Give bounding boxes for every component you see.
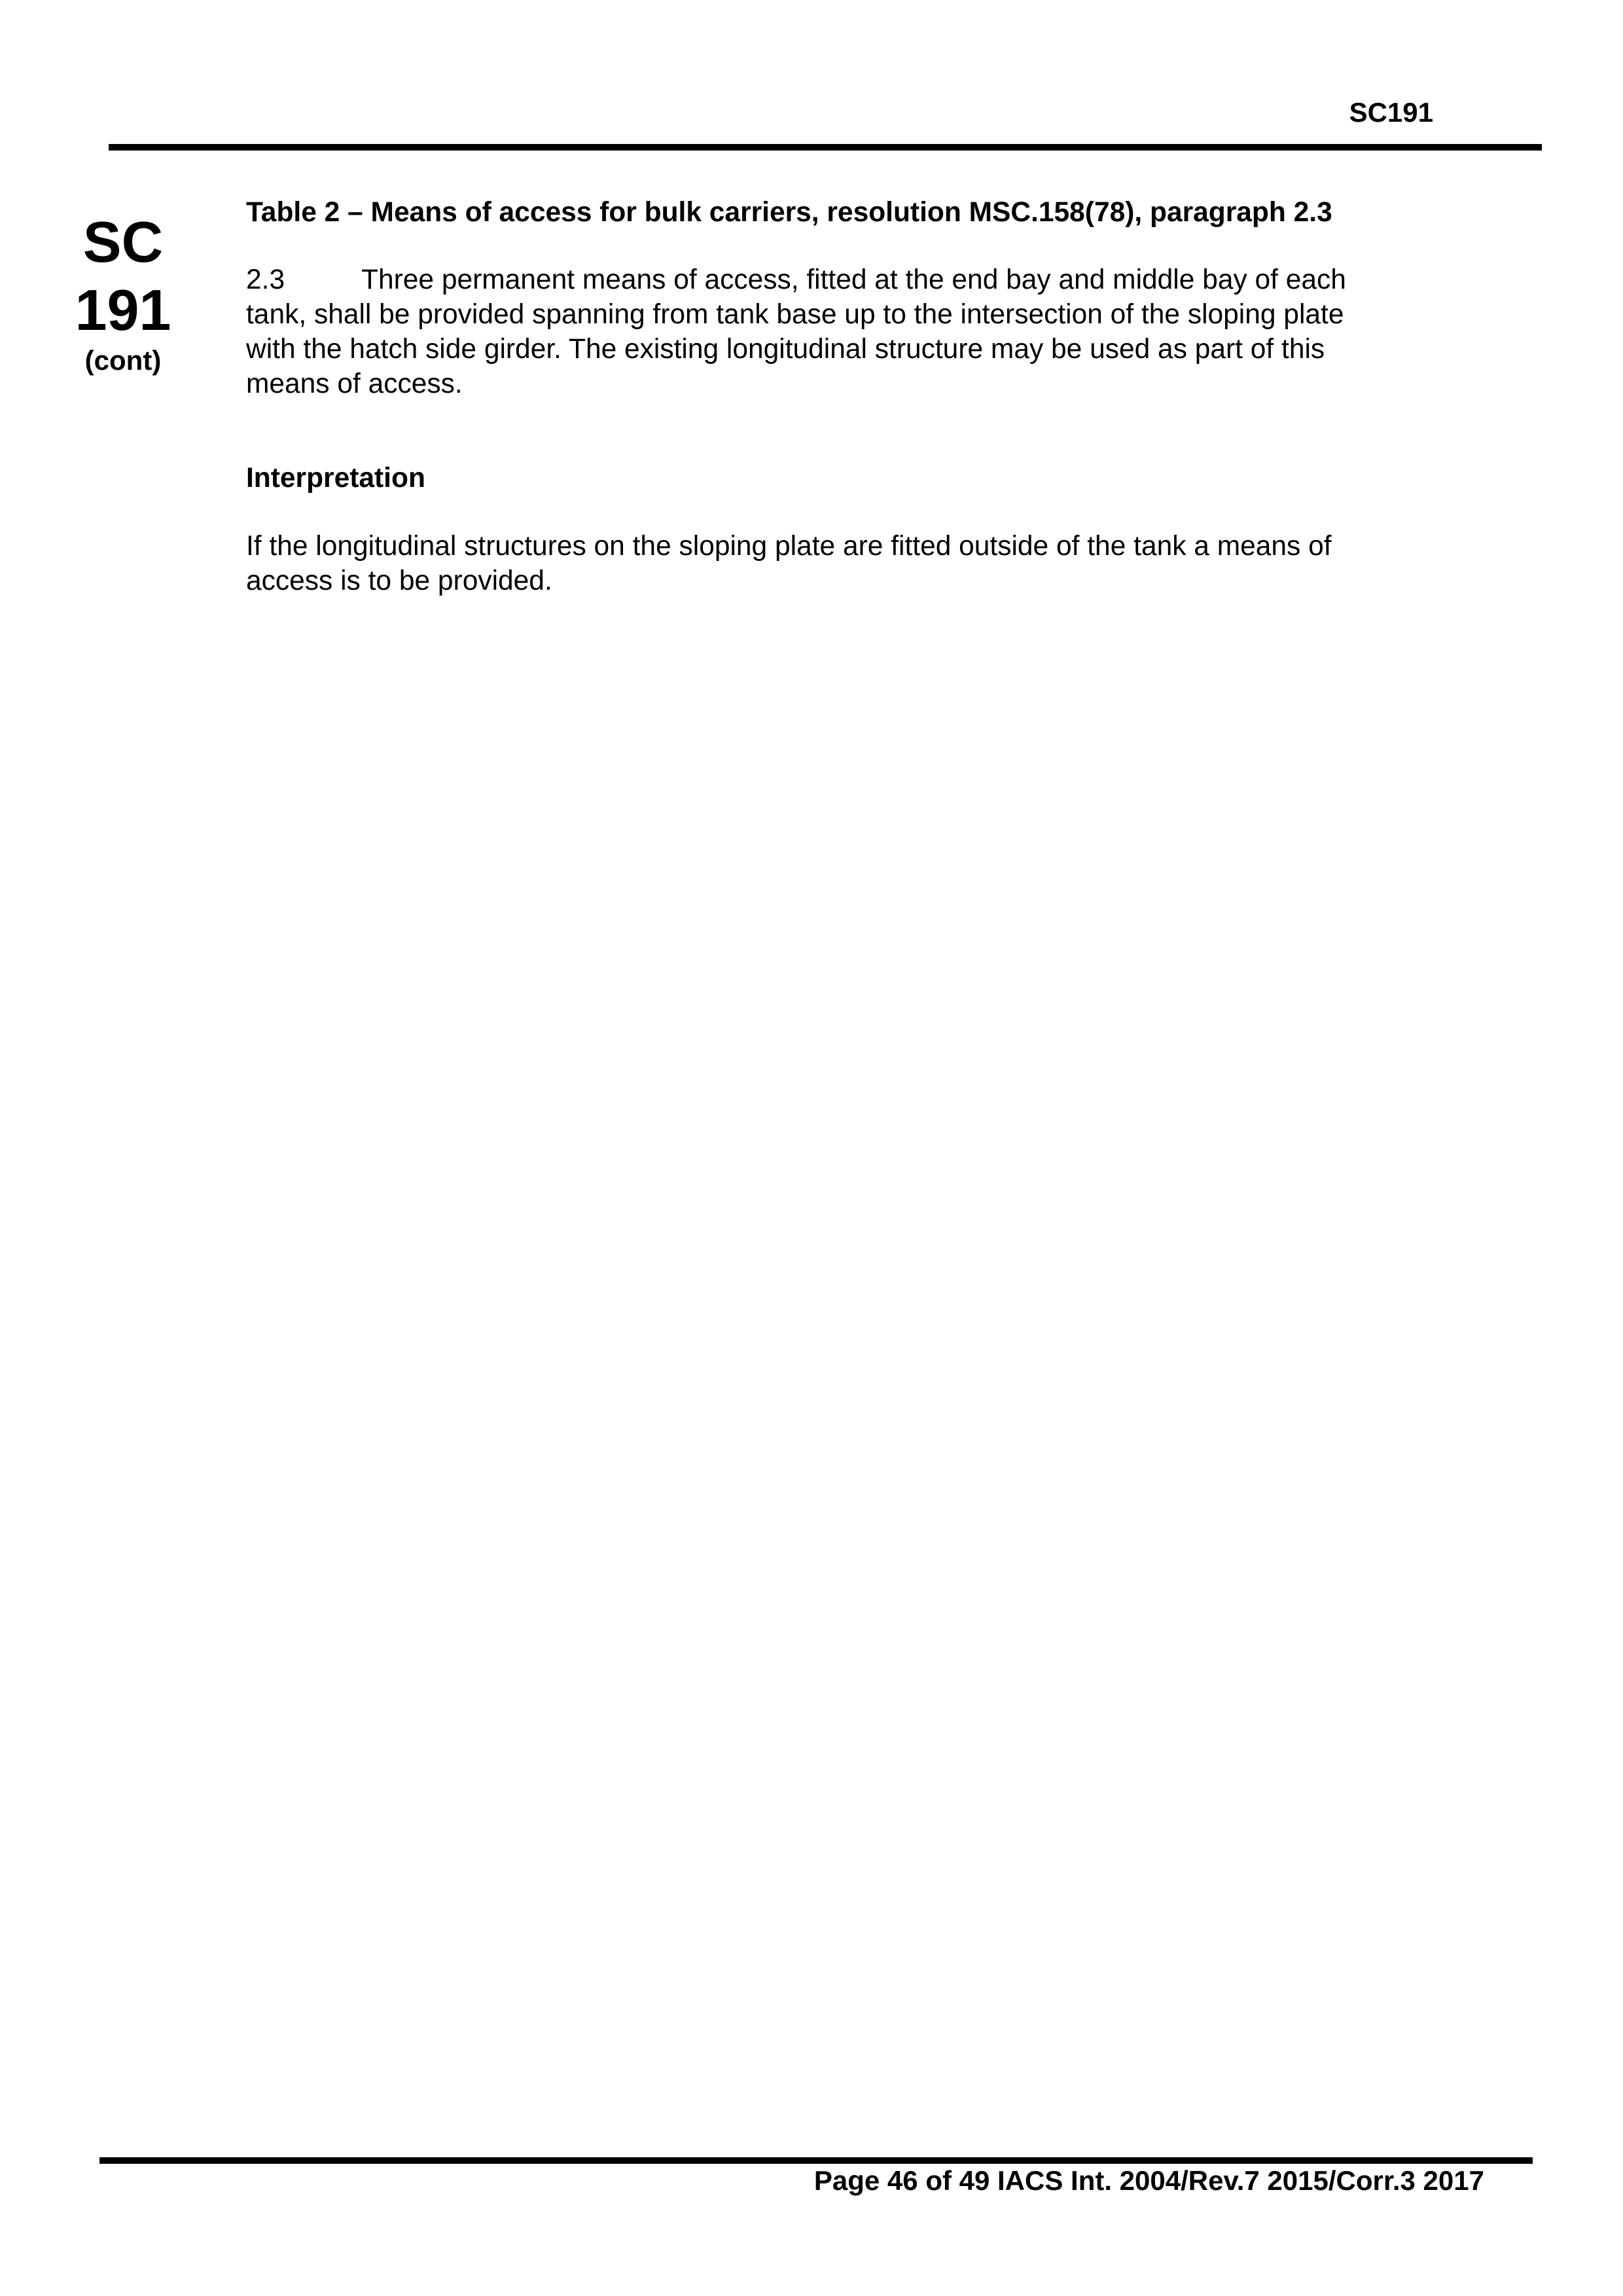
interpretation-text: If the longitudinal structures on the sloping plate are fitted outside of the tank a means of access is to be provided. xyxy=(246,531,1332,596)
table-heading: Table 2 – Means of access for bulk carriers, resolution MSC.158(78), paragraph 2.3 xyxy=(246,197,1332,228)
header-divider xyxy=(109,144,1542,151)
margin-label xyxy=(58,208,188,377)
main-content xyxy=(246,195,1450,598)
paragraph-text: Three permanent means of access, fitted at the end bay and middle bay of each tank, shall be provided spanning from tank base up to the intersection of the sloping plate with the hatch side girder. The existing longitudinal structure may be used as part of this means of access. xyxy=(246,264,1346,399)
margin-label-cont: (cont) xyxy=(84,345,162,376)
paragraph-number: 2.3 xyxy=(246,264,285,295)
margin-label-number: 191 xyxy=(75,278,171,342)
page-footer: Page 46 of 49 IACS Int. 2004/Rev.7 2015/Corr.3 2017 xyxy=(813,2165,1484,2196)
margin-label-sc: SC xyxy=(82,209,164,274)
document-code: SC191 xyxy=(1349,97,1433,128)
paragraph-2-3 xyxy=(246,262,1450,401)
interpretation-heading: Interpretation xyxy=(246,463,425,493)
